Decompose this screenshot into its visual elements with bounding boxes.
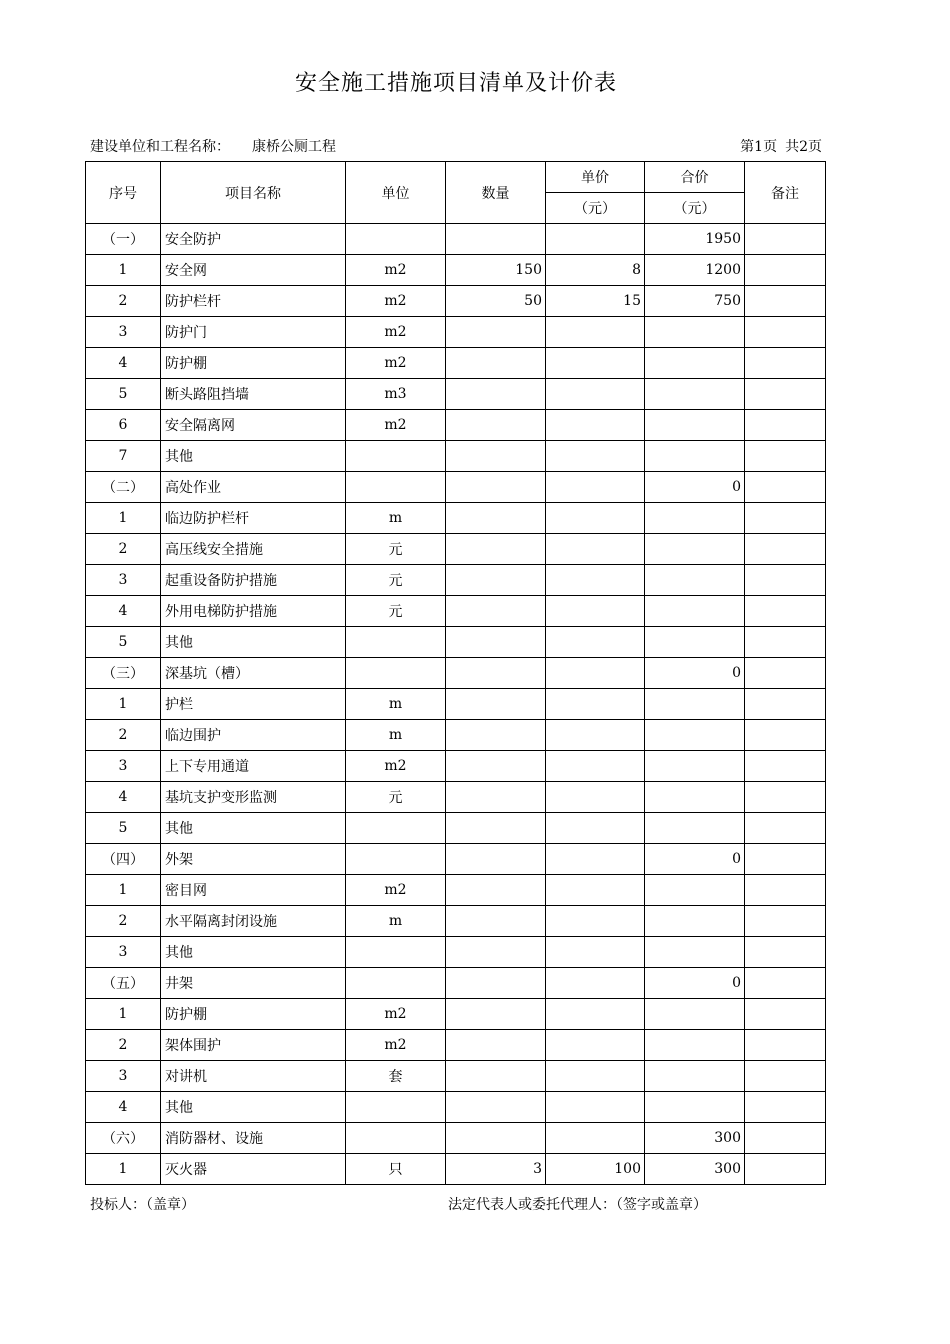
- cell-unit: [346, 968, 446, 999]
- cell-unit-price: [546, 534, 645, 565]
- cell-qty: [446, 906, 546, 937]
- cell-remark: [745, 937, 826, 968]
- cell-qty: [446, 782, 546, 813]
- table-row: [86, 472, 826, 503]
- table-row: [86, 1123, 826, 1154]
- cell-unit: 元: [346, 782, 446, 813]
- cell-item-name: 密目网: [161, 875, 346, 906]
- cell-item-name: 消防器材、设施: [161, 1123, 346, 1154]
- representative-signature: 法定代表人或委托代理人：（签字或盖章）: [448, 1197, 707, 1213]
- table-row: [86, 1061, 826, 1092]
- cell-unit-price: [546, 813, 645, 844]
- cell-unit-price: [546, 689, 645, 720]
- cell-seq: （六）: [86, 1123, 161, 1154]
- cell-remark: [745, 286, 826, 317]
- header-unit: 单位: [346, 162, 446, 224]
- cell-remark: [745, 875, 826, 906]
- cell-unit-price: [546, 1092, 645, 1123]
- cell-seq: 2: [86, 286, 161, 317]
- cell-qty: [446, 503, 546, 534]
- cell-unit: 元: [346, 565, 446, 596]
- cell-item-name: 其他: [161, 813, 346, 844]
- table-row: [86, 441, 826, 472]
- cell-qty: [446, 1092, 546, 1123]
- cell-unit: m: [346, 689, 446, 720]
- cell-unit: m2: [346, 286, 446, 317]
- table-row: [86, 317, 826, 348]
- table-header: [86, 162, 826, 224]
- cell-total-price: [645, 379, 745, 410]
- cell-total-price: [645, 348, 745, 379]
- table-row: [86, 286, 826, 317]
- cell-seq: 5: [86, 627, 161, 658]
- cell-unit-price: [546, 224, 645, 255]
- cell-total-price: 1950: [645, 224, 745, 255]
- cell-unit-price: [546, 751, 645, 782]
- cell-item-name: 安全网: [161, 255, 346, 286]
- cell-item-name: 其他: [161, 937, 346, 968]
- cell-total-price: [645, 937, 745, 968]
- cell-seq: 3: [86, 751, 161, 782]
- cell-unit: 只: [346, 1154, 446, 1185]
- table-row: [86, 565, 826, 596]
- cell-total-price: [645, 503, 745, 534]
- cell-qty: [446, 720, 546, 751]
- page-current: 第1页: [740, 139, 778, 155]
- cell-item-name: 其他: [161, 627, 346, 658]
- cell-qty: [446, 1030, 546, 1061]
- cell-total-price: [645, 565, 745, 596]
- cell-qty: [446, 565, 546, 596]
- header-total-price: 合价: [645, 162, 745, 193]
- table-row: [86, 689, 826, 720]
- page-title: 安全施工措施项目清单及计价表: [294, 71, 617, 96]
- cell-item-name: 临边防护栏杆: [161, 503, 346, 534]
- cell-qty: [446, 348, 546, 379]
- cell-unit-price: [546, 875, 645, 906]
- table-row: [86, 1154, 826, 1185]
- cell-unit: m2: [346, 348, 446, 379]
- table-row: [86, 906, 826, 937]
- cell-total-price: [645, 875, 745, 906]
- cell-item-name: 高压线安全措施: [161, 534, 346, 565]
- cell-unit-price: [546, 503, 645, 534]
- cell-qty: [446, 441, 546, 472]
- cell-total-price: [645, 596, 745, 627]
- cell-remark: [745, 224, 826, 255]
- cell-unit: [346, 441, 446, 472]
- cell-unit-price: [546, 968, 645, 999]
- cell-remark: [745, 689, 826, 720]
- cell-remark: [745, 317, 826, 348]
- cell-unit-price: [546, 596, 645, 627]
- header-unit-price: 单价: [546, 162, 645, 193]
- cell-unit-price: [546, 348, 645, 379]
- cell-item-name: 防护栏杆: [161, 286, 346, 317]
- page-total: 共2页: [785, 139, 822, 155]
- cell-qty: [446, 968, 546, 999]
- cell-seq: 1: [86, 999, 161, 1030]
- header-name: 项目名称: [161, 162, 346, 224]
- cell-qty: 150: [446, 255, 546, 286]
- table-row: [86, 999, 826, 1030]
- cell-qty: [446, 472, 546, 503]
- cell-remark: [745, 596, 826, 627]
- cell-remark: [745, 906, 826, 937]
- cell-item-name: 外用电梯防护措施: [161, 596, 346, 627]
- cell-unit: m: [346, 503, 446, 534]
- cell-seq: 3: [86, 317, 161, 348]
- cell-remark: [745, 751, 826, 782]
- cell-qty: [446, 999, 546, 1030]
- cell-qty: [446, 534, 546, 565]
- cell-total-price: 0: [645, 844, 745, 875]
- table-row: [86, 348, 826, 379]
- cell-unit: [346, 472, 446, 503]
- cell-seq: 7: [86, 441, 161, 472]
- cell-item-name: 外架: [161, 844, 346, 875]
- table-row: [86, 1092, 826, 1123]
- cell-unit: 套: [346, 1061, 446, 1092]
- cell-item-name: 临边围护: [161, 720, 346, 751]
- cell-remark: [745, 1092, 826, 1123]
- table-row: [86, 658, 826, 689]
- cell-remark: [745, 1061, 826, 1092]
- cell-unit-price: [546, 999, 645, 1030]
- cell-seq: 5: [86, 379, 161, 410]
- cell-qty: [446, 844, 546, 875]
- cell-item-name: 对讲机: [161, 1061, 346, 1092]
- cell-seq: 1: [86, 689, 161, 720]
- cell-remark: [745, 410, 826, 441]
- cell-qty: 50: [446, 286, 546, 317]
- cell-total-price: [645, 813, 745, 844]
- cell-qty: [446, 596, 546, 627]
- cell-qty: [446, 1061, 546, 1092]
- cell-seq: 3: [86, 1061, 161, 1092]
- cell-remark: [745, 1030, 826, 1061]
- table-row: [86, 255, 826, 286]
- cell-unit: m2: [346, 410, 446, 441]
- cell-item-name: 护栏: [161, 689, 346, 720]
- cell-unit-price: [546, 379, 645, 410]
- cell-seq: 4: [86, 782, 161, 813]
- cell-unit-price: [546, 658, 645, 689]
- cell-unit-price: [546, 410, 645, 441]
- cell-seq: 1: [86, 255, 161, 286]
- cell-total-price: [645, 534, 745, 565]
- cell-unit-price: [546, 565, 645, 596]
- cell-remark: [745, 658, 826, 689]
- cell-total-price: [645, 1030, 745, 1061]
- bidder-signature: 投标人：（盖章）: [90, 1197, 195, 1213]
- cell-remark: [745, 534, 826, 565]
- cell-remark: [745, 1154, 826, 1185]
- cell-total-price: 750: [645, 286, 745, 317]
- cell-seq: （四）: [86, 844, 161, 875]
- cell-total-price: [645, 441, 745, 472]
- cell-qty: [446, 379, 546, 410]
- cell-item-name: 防护棚: [161, 348, 346, 379]
- cell-item-name: 防护棚: [161, 999, 346, 1030]
- project-info: [90, 136, 336, 156]
- table-body: [86, 224, 826, 1185]
- cell-item-name: 灭火器: [161, 1154, 346, 1185]
- cell-item-name: 水平隔离封闭设施: [161, 906, 346, 937]
- cell-seq: 1: [86, 503, 161, 534]
- cell-item-name: 防护门: [161, 317, 346, 348]
- cell-remark: [745, 968, 826, 999]
- table-row: [86, 379, 826, 410]
- project-label: 建设单位和工程名称：: [90, 139, 230, 155]
- pricing-table: [85, 161, 826, 1185]
- cell-unit: m2: [346, 999, 446, 1030]
- table-row: [86, 596, 826, 627]
- cell-seq: 1: [86, 875, 161, 906]
- cell-unit: m2: [346, 317, 446, 348]
- cell-total-price: [645, 1092, 745, 1123]
- table-row: [86, 627, 826, 658]
- cell-total-price: [645, 627, 745, 658]
- cell-item-name: 安全隔离网: [161, 410, 346, 441]
- table-row: [86, 937, 826, 968]
- cell-qty: [446, 1123, 546, 1154]
- cell-remark: [745, 844, 826, 875]
- cell-seq: 4: [86, 348, 161, 379]
- cell-remark: [745, 255, 826, 286]
- cell-unit: 元: [346, 534, 446, 565]
- cell-unit-price: [546, 441, 645, 472]
- table-row: [86, 968, 826, 999]
- header-total-price-currency: （元）: [645, 193, 745, 224]
- cell-total-price: [645, 782, 745, 813]
- cell-unit-price: [546, 1030, 645, 1061]
- cell-item-name: 起重设备防护措施: [161, 565, 346, 596]
- cell-seq: （一）: [86, 224, 161, 255]
- cell-unit: m2: [346, 751, 446, 782]
- cell-seq: 2: [86, 720, 161, 751]
- cell-seq: （二）: [86, 472, 161, 503]
- cell-remark: [745, 813, 826, 844]
- table-row: [86, 720, 826, 751]
- cell-remark: [745, 720, 826, 751]
- cell-unit-price: [546, 1123, 645, 1154]
- cell-unit-price: [546, 317, 645, 348]
- cell-remark: [745, 348, 826, 379]
- cell-unit-price: [546, 627, 645, 658]
- header-remark: 备注: [745, 162, 826, 224]
- cell-unit-price: [546, 782, 645, 813]
- cell-total-price: [645, 720, 745, 751]
- cell-unit: m2: [346, 875, 446, 906]
- cell-item-name: 其他: [161, 441, 346, 472]
- cell-item-name: 安全防护: [161, 224, 346, 255]
- cell-unit-price: [546, 906, 645, 937]
- cell-qty: 3: [446, 1154, 546, 1185]
- cell-unit: m3: [346, 379, 446, 410]
- page-number: [690, 136, 822, 156]
- cell-unit: 元: [346, 596, 446, 627]
- cell-unit: [346, 224, 446, 255]
- project-name: 康桥公厕工程: [252, 139, 336, 155]
- cell-unit: m2: [346, 1030, 446, 1061]
- cell-unit: [346, 658, 446, 689]
- table-row: [86, 1030, 826, 1061]
- cell-qty: [446, 937, 546, 968]
- cell-remark: [745, 441, 826, 472]
- table-row: [86, 503, 826, 534]
- cell-remark: [745, 503, 826, 534]
- cell-remark: [745, 565, 826, 596]
- cell-qty: [446, 410, 546, 441]
- cell-qty: [446, 658, 546, 689]
- header-seq: 序号: [86, 162, 161, 224]
- table-row: [86, 751, 826, 782]
- cell-remark: [745, 782, 826, 813]
- cell-total-price: 0: [645, 658, 745, 689]
- cell-total-price: 300: [645, 1154, 745, 1185]
- cell-unit-price: [546, 720, 645, 751]
- cell-unit-price: [546, 1061, 645, 1092]
- cell-item-name: 高处作业: [161, 472, 346, 503]
- cell-qty: [446, 813, 546, 844]
- cell-total-price: [645, 751, 745, 782]
- table-row: [86, 813, 826, 844]
- cell-unit: [346, 937, 446, 968]
- cell-item-name: 断头路阻挡墙: [161, 379, 346, 410]
- cell-qty: [446, 627, 546, 658]
- cell-unit: m: [346, 720, 446, 751]
- cell-total-price: [645, 999, 745, 1030]
- cell-seq: （五）: [86, 968, 161, 999]
- cell-unit: [346, 627, 446, 658]
- table-row: [86, 782, 826, 813]
- cell-remark: [745, 379, 826, 410]
- cell-item-name: 其他: [161, 1092, 346, 1123]
- cell-seq: 2: [86, 906, 161, 937]
- cell-total-price: 0: [645, 472, 745, 503]
- table-row: [86, 844, 826, 875]
- header-unit-price-currency: （元）: [546, 193, 645, 224]
- cell-total-price: [645, 906, 745, 937]
- cell-seq: 2: [86, 1030, 161, 1061]
- cell-qty: [446, 317, 546, 348]
- table-row: [86, 875, 826, 906]
- cell-unit-price: 15: [546, 286, 645, 317]
- cell-qty: [446, 751, 546, 782]
- cell-unit: m2: [346, 255, 446, 286]
- cell-unit: [346, 1092, 446, 1123]
- cell-item-name: 架体围护: [161, 1030, 346, 1061]
- cell-unit-price: [546, 937, 645, 968]
- cell-unit: [346, 844, 446, 875]
- cell-seq: 4: [86, 596, 161, 627]
- cell-unit: [346, 813, 446, 844]
- cell-seq: 3: [86, 565, 161, 596]
- table-row: [86, 534, 826, 565]
- table-row: [86, 410, 826, 441]
- cell-unit-price: [546, 844, 645, 875]
- cell-seq: 5: [86, 813, 161, 844]
- table-row: [86, 224, 826, 255]
- cell-remark: [745, 1123, 826, 1154]
- cell-item-name: 上下专用通道: [161, 751, 346, 782]
- cell-unit-price: [546, 472, 645, 503]
- cell-remark: [745, 472, 826, 503]
- cell-qty: [446, 689, 546, 720]
- cell-item-name: 井架: [161, 968, 346, 999]
- cell-total-price: 300: [645, 1123, 745, 1154]
- cell-unit: [346, 1123, 446, 1154]
- cell-total-price: [645, 689, 745, 720]
- cell-item-name: 深基坑（槽）: [161, 658, 346, 689]
- cell-seq: 3: [86, 937, 161, 968]
- cell-total-price: [645, 1061, 745, 1092]
- cell-seq: 1: [86, 1154, 161, 1185]
- cell-seq: 4: [86, 1092, 161, 1123]
- cell-remark: [745, 627, 826, 658]
- cell-qty: [446, 224, 546, 255]
- cell-unit: m: [346, 906, 446, 937]
- header-qty: 数量: [446, 162, 546, 224]
- cell-seq: 6: [86, 410, 161, 441]
- cell-seq: （三）: [86, 658, 161, 689]
- cell-total-price: 0: [645, 968, 745, 999]
- cell-qty: [446, 875, 546, 906]
- cell-item-name: 基坑支护变形监测: [161, 782, 346, 813]
- cell-seq: 2: [86, 534, 161, 565]
- cell-unit-price: 100: [546, 1154, 645, 1185]
- cell-total-price: [645, 317, 745, 348]
- cell-total-price: 1200: [645, 255, 745, 286]
- cell-unit-price: 8: [546, 255, 645, 286]
- cell-total-price: [645, 410, 745, 441]
- cell-remark: [745, 999, 826, 1030]
